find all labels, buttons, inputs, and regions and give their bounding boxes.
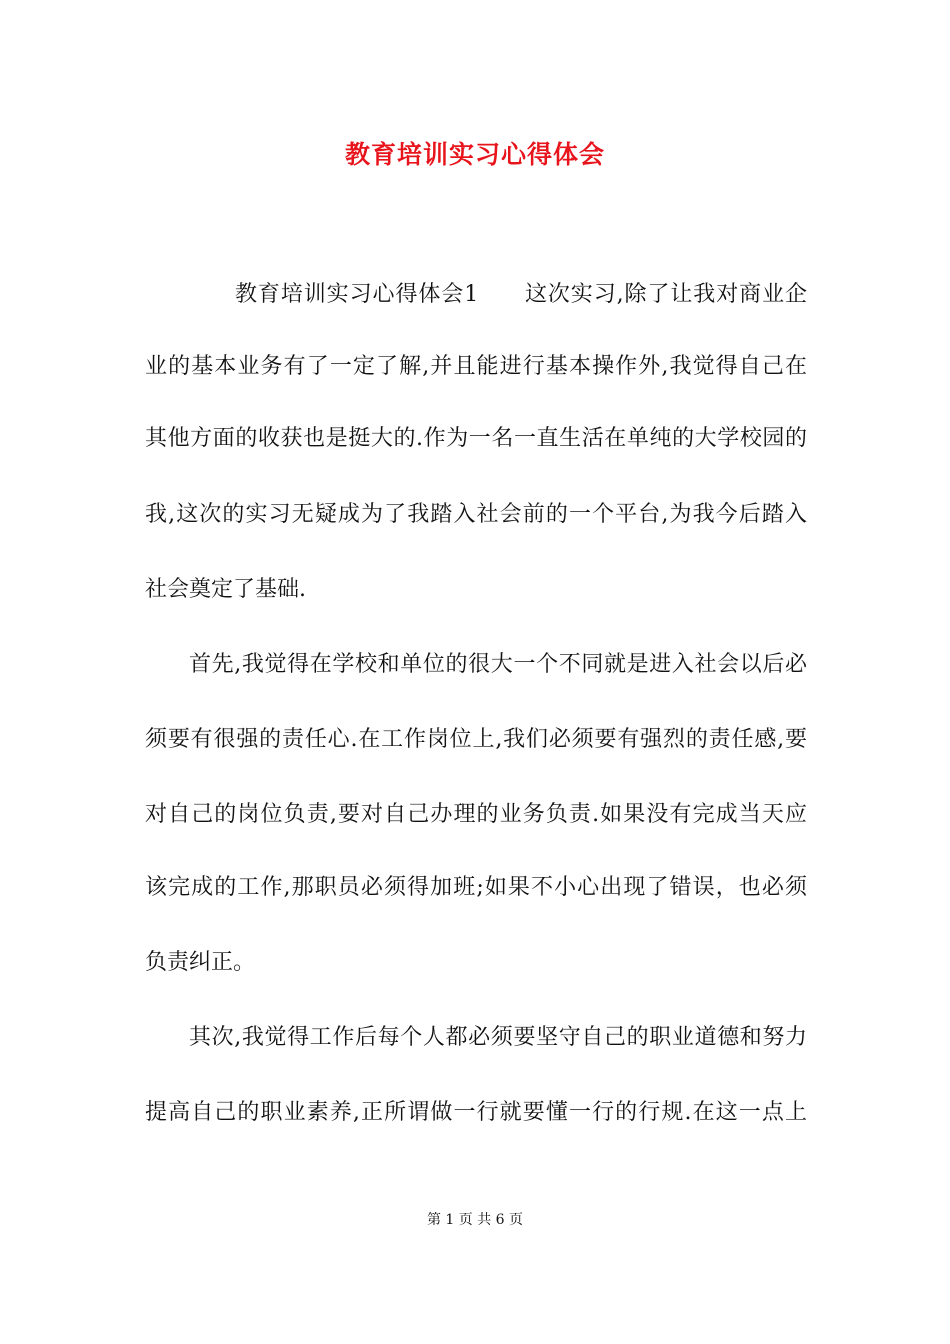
paragraph-line: 提高自己的职业素养,正所谓做一行就要懂一行的行规.在这一点上 bbox=[145, 1100, 807, 1125]
page-number: 第 1 页 共 6 页 bbox=[426, 1212, 524, 1228]
paragraph-line: 须要有很强的责任心.在工作岗位上,我们必须要有强烈的责任感,要 bbox=[145, 727, 807, 752]
paragraph-line: 其次,我觉得工作后每个人都必须要坚守自己的职业道德和努力 bbox=[189, 1025, 807, 1050]
paragraph-line: 负责纠正。 bbox=[145, 950, 256, 975]
document-title: 教育培训实习心得体会 bbox=[344, 140, 605, 169]
paragraph-line: 该完成的工作,那职员必须得加班;如果不小心出现了错误，也必须 bbox=[145, 875, 807, 900]
paragraph-line: 我,这次的实习无疑成为了我踏入社会前的一个平台,为我今后踏入 bbox=[145, 502, 807, 527]
paragraph-line: 首先,我觉得在学校和单位的很大一个不同就是进入社会以后必 bbox=[189, 652, 807, 677]
paragraph-line: 社会奠定了基础. bbox=[145, 577, 306, 602]
paragraph-line: 其他方面的收获也是挺大的.作为一名一直生活在单纯的大学校园的 bbox=[145, 426, 807, 451]
paragraph-line: 对自己的岗位负责,要对自己办理的业务负责.如果没有完成当天应 bbox=[145, 802, 807, 827]
paragraph-line: 业的基本业务有了一定了解,并且能进行基本操作外,我觉得自己在 bbox=[145, 354, 807, 379]
paragraph-line: 教育培训实习心得体会1 这次实习,除了让我对商业企 bbox=[235, 282, 807, 307]
